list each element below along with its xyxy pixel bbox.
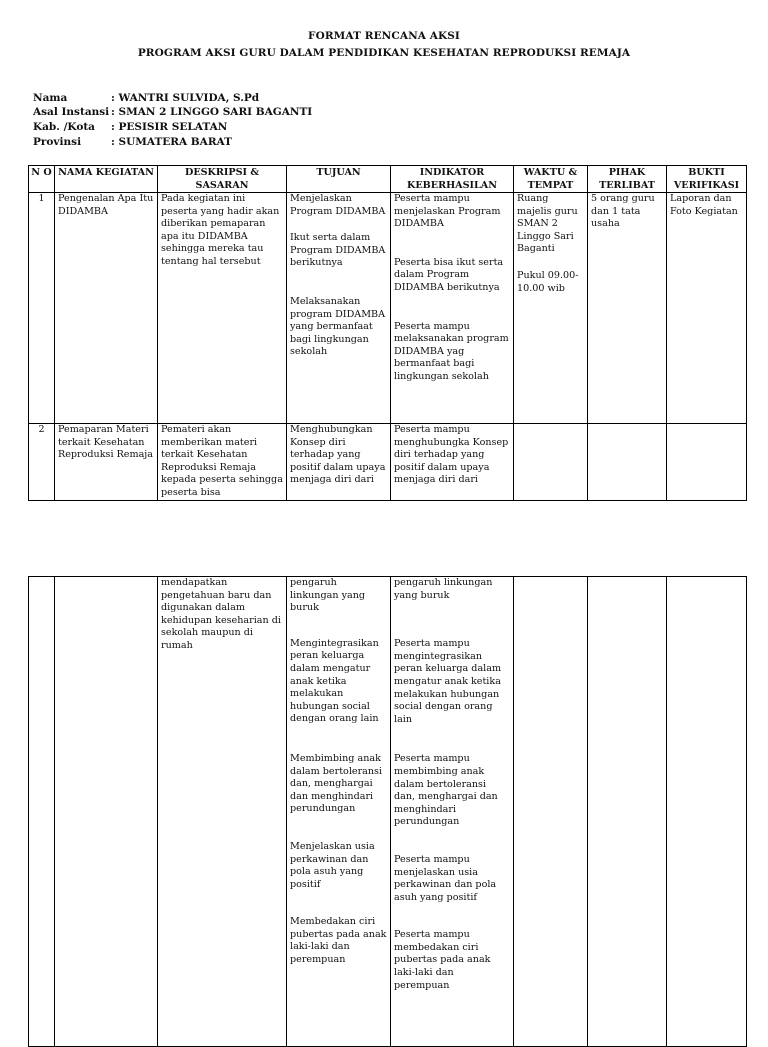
indikator-item: Peserta mampu membimbing anak dalam bertoleransi dan, menghargai dan menghindari perundungan [394, 753, 498, 828]
tujuan-item: Menjelaskan usia perkawinan dan pola asuh yang positif [290, 840, 375, 890]
header-no: N O [29, 166, 55, 193]
header-pihak: PIHAK TERLIBAT [588, 166, 667, 193]
cell-tujuan [287, 193, 391, 424]
action-plan-table [28, 165, 747, 501]
meta-value: : PESISIR SELATAN [111, 121, 228, 133]
table-row [29, 577, 747, 1047]
meta-value: : SUMATERA BARAT [111, 136, 232, 148]
cell-deskripsi: Pada kegiatan ini peserta yang hadir akan diberikan pemaparan apa itu DIDAMBA sehingga mereka tau tentang hal tersebut [158, 193, 287, 424]
cell-nama: Pengenalan Apa Itu DIDAMBA [55, 193, 158, 424]
table-header-row [29, 166, 747, 193]
document-title: FORMAT RENCANA AKSI [308, 30, 460, 42]
cell-no: 2 [29, 424, 55, 501]
meta-label: Kab. /Kota [33, 121, 95, 133]
cell-bukti: Laporan dan Foto Kegiatan [667, 193, 747, 424]
header-tujuan: TUJUAN [287, 166, 391, 193]
tujuan-item: Menjelaskan Program DIDAMBA [290, 193, 386, 217]
cell-no: 1 [29, 193, 55, 424]
cell-bukti [667, 577, 747, 1047]
meta-label: Provinsi [33, 136, 82, 148]
header-deskripsi: DESKRIPSI & SASARAN [158, 166, 287, 193]
cell-waktu [514, 577, 588, 1047]
header-waktu: WAKTU & TEMPAT [514, 166, 588, 193]
action-plan-table-continued [28, 576, 747, 1047]
meta-value: : SMAN 2 LINGGO SARI BAGANTI [111, 106, 313, 118]
header-nama-kegiatan: NAMA KEGIATAN [55, 166, 158, 193]
meta-row-nama [33, 92, 259, 104]
cell-tujuan [287, 577, 391, 1047]
indikator-item: Peserta mampu menjelaskan usia perkawinan dan pola asuh yang positif [394, 853, 497, 903]
cell-deskripsi: Pemateri akan memberikan materi terkait Kesehatan Reproduksi Remaja kepada peserta sehingga peserta bisa [158, 424, 287, 501]
document-subtitle: PROGRAM AKSI GURU DALAM PENDIDIKAN KESEHATAN REPRODUKSI REMAJA [137, 47, 631, 59]
table-row [29, 193, 747, 424]
cell-waktu [514, 424, 588, 501]
cell-deskripsi: mendapatkan pengetahuan baru dan digunakan dalam kehidupan keseharian di sekolah maupun di rumah [158, 577, 287, 1047]
header-indikator: INDIKATOR KEBERHASILAN [391, 166, 514, 193]
indikator-item: Peserta mampu mengintegrasikan peran keluarga dalam mengatur anak ketika melakukan hubungan social dengan orang lain [394, 638, 502, 725]
indikator-item: Peserta bisa ikut serta dalam Program DIDAMBA berikutnya [394, 256, 504, 293]
tujuan-item: Membimbing anak dalam bertoleransi dan, menghargai dan menghindari perundungan [290, 752, 383, 815]
tujuan-item: Melaksanakan program DIDAMBA yang bermanfaat bagi lingkungan sekolah [290, 295, 386, 358]
tujuan-item: Mengintegrasikan peran keluarga dalam mengatur anak ketika melakukan hubungan social dengan orang lain [290, 637, 379, 725]
cell-pihak [588, 577, 667, 1047]
cell-indikator [391, 577, 514, 1047]
cell-nama [55, 577, 158, 1047]
indikator-item: Peserta mampu menjelaskan Program DIDAMBA [394, 193, 501, 230]
meta-label: Nama [33, 92, 68, 104]
table-row [29, 424, 747, 501]
cell-nama: Pemaparan Materi terkait Kesehatan Reproduksi Remaja [55, 424, 158, 501]
header-bukti: BUKTI VERIFIKASI [667, 166, 747, 193]
indikator-item: Peserta mampu melaksanakan program DIDAMBA yag bermanfaat bagi lingkungan sekolah [394, 320, 509, 382]
meta-row-instansi [33, 106, 312, 118]
cell-indikator [391, 193, 514, 424]
waktu-item: Ruang majelis guru SMAN 2 Linggo Sari Baganti [517, 193, 578, 255]
cell-indikator: Peserta mampu menghubungka Konsep diri terhadap yang positif dalam upaya menjaga diri dari [391, 424, 514, 501]
indikator-item: Peserta mampu membedakan ciri pubertas pada anak laki-laki dan perempuan [394, 929, 491, 991]
waktu-item: Pukul 09.00-10.00 wib [517, 269, 579, 294]
tujuan-item: Membedakan ciri pubertas pada anak laki-laki dan perempuan [290, 916, 387, 966]
tujuan-item: pengaruh linkungan yang buruk [290, 577, 366, 614]
cell-pihak [588, 424, 667, 501]
cell-tujuan: Menghubungkan Konsep diri terhadap yang positif dalam upaya menjaga diri dari [287, 424, 391, 501]
meta-label: Asal Instansi [33, 106, 110, 118]
indikator-item: pengaruh linkungan yang buruk [394, 577, 493, 601]
cell-bukti [667, 424, 747, 501]
meta-row-provinsi [33, 136, 232, 148]
cell-no [29, 577, 55, 1047]
cell-pihak: 5 orang guru dan 1 tata usaha [588, 193, 667, 424]
meta-row-kota [33, 121, 227, 133]
cell-waktu [514, 193, 588, 424]
meta-value: : WANTRI SULVIDA, S.Pd [111, 92, 260, 104]
tujuan-item: Ikut serta dalam Program DIDAMBA berikutnya [290, 232, 386, 269]
